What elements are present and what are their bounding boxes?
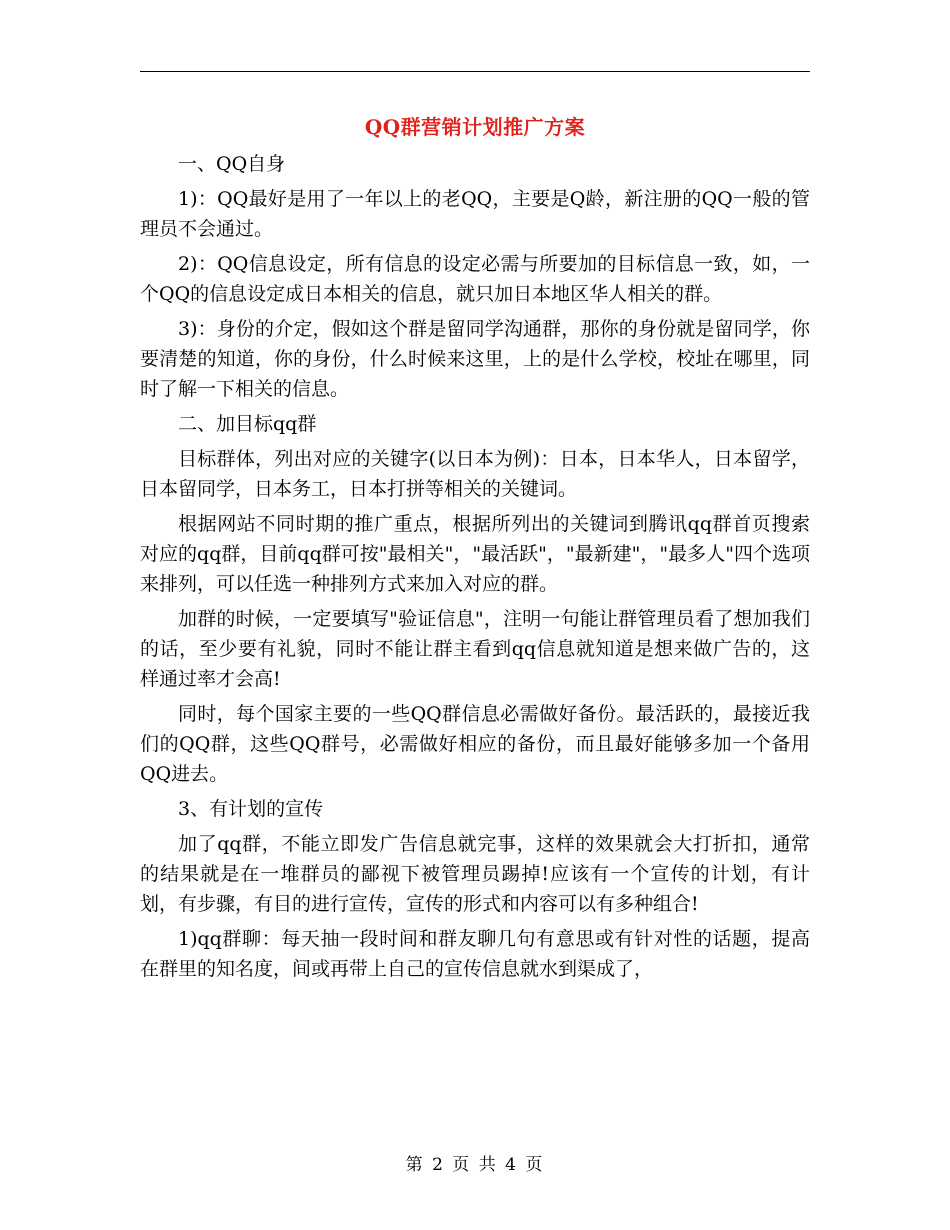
paragraph-keywords: 目标群体，列出对应的关键字(以日本为例)：日本，日本华人，日本留学，日本留同学，日本务工，日本打拼等相关的关键词。 [140,448,810,500]
section-heading-qq-self: 一、QQ自身 [178,153,286,175]
document-title: QQ群营销计划推广方案 [364,115,586,139]
paragraph-identity: 3)：身份的介定，假如这个群是留同学沟通群，那你的身份就是留同学，你要清楚的知道，你的身份，什么时候来这里，上的是什么学校，校址在哪里，同时了解一下相关的信息。 [140,318,810,400]
page-footer: 第 2 页 共 4 页 [405,1155,545,1175]
paragraph-search: 根据网站不同时期的推广重点，根据所列出的关键词到腾讯qq群首页搜索对应的qq群，目前qq群可按"最相关"，"最活跃"，"最新建"，"最多人"四个选项来排列，可以任选一种排列方式来加入对应的群。 [140,513,810,595]
paragraph-backup: 同时，每个国家主要的一些QQ群信息必需做好备份。最活跃的，最接近我们的QQ群，这些QQ群号，必需做好相应的备份，而且最好能够多加一个备用QQ进去。 [140,703,810,785]
section-heading-planned-promotion: 3、有计划的宣传 [178,798,324,820]
section-heading-join-groups: 二、加目标qq群 [178,413,317,435]
paragraph-verification: 加群的时候，一定要填写"验证信息"，注明一句能让群管理员看了想加我们的话，至少要有礼貌，同时不能让群主看到qq信息就知道是想来做广告的，这样通过率才会高! [140,608,810,690]
document-body [140,149,810,989]
header-rule [140,71,810,72]
paragraph-promotion-plan: 加了qq群，不能立即发广告信息就完事，这样的效果就会大打折扣，通常的结果就是在一堆群员的鄙视下被管理员踢掉!应该有一个宣传的计划，有计划，有步骤，有目的进行宣传，宣传的形式和内容可以有多种组合! [140,833,810,915]
paragraph-qq-age: 1)：QQ最好是用了一年以上的老QQ，主要是Q龄，新注册的QQ一般的管理员不会通过。 [140,188,810,240]
paragraph-group-chat: 1)qq群聊：每天抽一段时间和群友聊几句有意思或有针对性的话题，提高在群里的知名度，间或再带上自己的宣传信息就水到渠成了， [140,928,810,980]
paragraph-qq-info: 2)：QQ信息设定，所有信息的设定必需与所要加的目标信息一致，如，一个QQ的信息设定成日本相关的信息，就只加日本地区华人相关的群。 [140,253,810,305]
